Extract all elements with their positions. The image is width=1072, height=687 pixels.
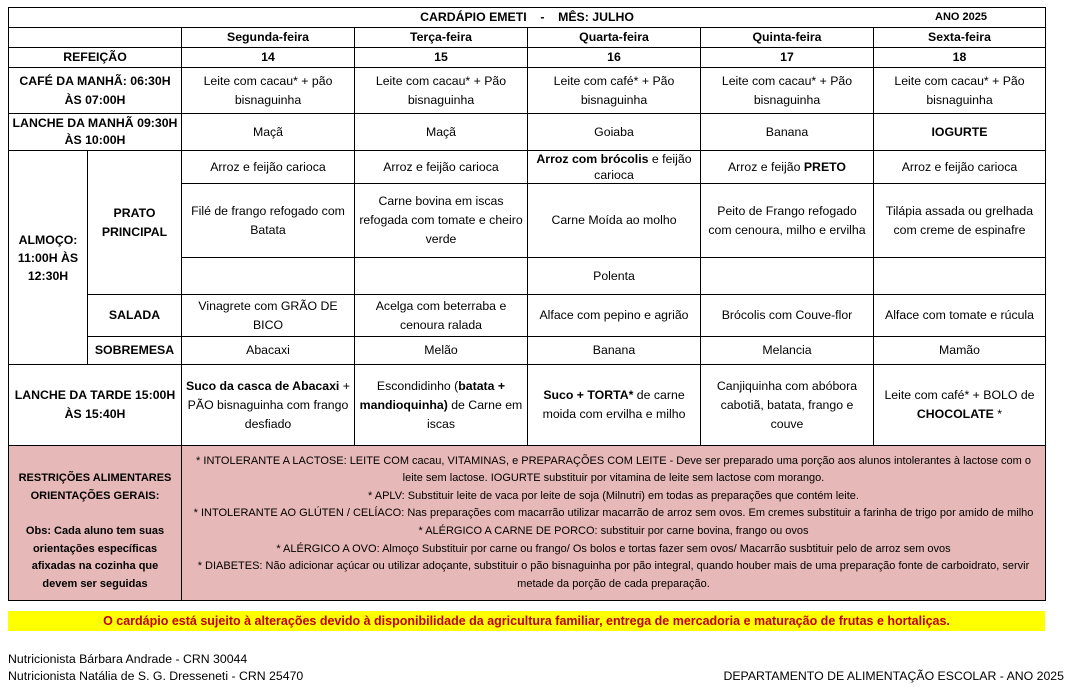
cafe-wed: Leite com café* + Pão bisnaguinha xyxy=(528,68,701,114)
lanche-tarde-mon xyxy=(182,365,355,446)
day-name-tue: Terça-feira xyxy=(355,28,528,48)
prato-base-thu-pre: Arroz e feijão xyxy=(727,159,804,174)
restriction-gluten: * INTOLERANTE AO GLÚTEN / CELÍACO: Nas preparações com macarrão utilizar macarrão de arroz sem ovos. Em cremes substituir a farinha de trigo por amido de milho xyxy=(193,507,1034,520)
salada-wed: Alface com pepino e agrião xyxy=(528,295,701,337)
prato-main-tue: Carne bovina em iscas refogada com tomate e cheiro verde xyxy=(355,184,528,258)
lanche-tarde-fri-bold: CHOCOLATE xyxy=(916,407,994,421)
lanche-tarde-mon-bold: Suco da casca de Abacaxi xyxy=(186,378,340,393)
menu-year: ANO 2025 xyxy=(935,11,987,23)
sobremesa-wed: Banana xyxy=(528,337,701,365)
lanche-manha-mon: Maçã xyxy=(182,114,355,151)
cafe-fri: Leite com cacau* + Pão bisnaguinha xyxy=(874,68,1046,114)
restriction-egg: * ALÉRGICO A OVO: Almoço Substituir por carne ou frango/ Os bolos e tortas fazer sem ovos/ Macarrão susbtituir pelo de arroz sem ovos xyxy=(276,542,951,555)
lanche-tarde-thu: Canjiquinha com abóbora cabotiã, batata, frango e couve xyxy=(701,365,874,446)
prato-main-mon: Filé de frango refogado com Batata xyxy=(182,184,355,258)
prato-base-fri: Arroz e feijão carioca xyxy=(874,151,1046,184)
label-lanche-manha: LANCHE DA MANHÃ 09:30H ÀS 10:00H xyxy=(9,114,182,151)
lanche-manha-thu: Banana xyxy=(701,114,874,151)
prato-base-wed-rest: e feijão carioca xyxy=(594,152,692,182)
restrictions-list xyxy=(182,446,1046,601)
label-lanche-tarde: LANCHE DA TARDE 15:00H ÀS 15:40H xyxy=(9,365,182,446)
title-row xyxy=(9,8,1046,28)
prato-extra-tue xyxy=(355,258,528,295)
lanche-tarde-mon-rest: + PÃO bisnaguinha com frango desfiado xyxy=(187,378,350,431)
label-salada: SALADA xyxy=(88,295,182,337)
prato-base-mon: Arroz e feijão carioca xyxy=(182,151,355,184)
lanche-tarde-tue-pre: Escondidinho ( xyxy=(376,378,459,393)
salada-mon: Vinagrete com GRÃO DE BICO xyxy=(182,295,355,337)
restriction-lactose: * INTOLERANTE A LACTOSE: LEITE COM cacau, VITAMINAS, e PREPARAÇÕES COM LEITE - Deve ser preparado uma porção aos alunos intolerantes à lactose com o leite sem lactose. IOGURTE substituir por vitamina de leite sem lactose com morango. xyxy=(196,454,1031,485)
label-cafe: CAFÉ DA MANHÃ: 06:30H ÀS 07:00H xyxy=(9,68,182,114)
day-date-tue: 15 xyxy=(355,48,528,68)
prato-base-wed-bold: Arroz com brócolis xyxy=(536,152,649,166)
lanche-tarde-tue-bold: batata + mandioquinha) xyxy=(359,378,506,412)
cafe-tue: Leite com cacau* + Pão bisnaguinha xyxy=(355,68,528,114)
salada-tue: Acelga com beterraba e cenoura ralada xyxy=(355,295,528,337)
restriction-aplv: * APLV: Substituir leite de vaca por leite de soja (Milnutri) em todas as preparações que contém leite. xyxy=(368,489,859,502)
prato-main-fri: Tilápia assada ou grelhada com creme de espinafre xyxy=(874,184,1046,258)
lanche-tarde-wed-rest: de carne moida com ervilha e milho xyxy=(542,388,686,421)
lanche-tarde-fri xyxy=(874,365,1046,446)
day-date-fri: 18 xyxy=(874,48,1046,68)
prato-base-thu xyxy=(701,151,874,184)
prato-main-thu: Peito de Frango refogado com cenoura, milho e ervilha xyxy=(701,184,874,258)
restrictions-title: RESTRIÇÕES ALIMENTARES ORIENTAÇÕES GERAIS: xyxy=(18,472,172,502)
cafe-thu: Leite com cacau* + Pão bisnaguinha xyxy=(701,68,874,114)
lanche-manha-wed: Goiaba xyxy=(528,114,701,151)
restrictions-obs: Obs: Cada aluno tem suas orientações específicas afixadas na cozinha que devem ser seguidas xyxy=(25,525,165,590)
label-prato-principal: PRATO PRINCIPAL xyxy=(88,151,182,295)
menu-title: CARDÁPIO EMETI - MÊS: JULHO xyxy=(420,10,634,24)
restriction-diabetes: * DIABETES: Não adicionar açúcar ou utilizar adoçante, substituir o pão bisnaguinha por pão integral, quando houber mais de uma preparação fonte de carboidrato, servir metade da porção de cada preparação. xyxy=(197,560,1030,590)
prato-extra-fri xyxy=(874,258,1046,295)
cafe-mon: Leite com cacau* + pão bisnaguinha xyxy=(182,68,355,114)
sobremesa-thu: Melancia xyxy=(701,337,874,365)
lanche-tarde-tue xyxy=(355,365,528,446)
prato-base-wed xyxy=(528,151,701,184)
day-name-fri: Sexta-feira xyxy=(874,28,1046,48)
menu-table xyxy=(8,7,1046,601)
lanche-manha-fri: IOGURTE xyxy=(874,114,1046,151)
day-date-mon: 14 xyxy=(182,48,355,68)
day-name-wed: Quarta-feira xyxy=(528,28,701,48)
meal-header: REFEIÇÃO xyxy=(9,48,182,68)
salada-thu: Brócolis com Couve-flor xyxy=(701,295,874,337)
availability-notice: O cardápio está sujeito à alterações devido à disponibilidade da agricultura familiar, entrega de mercadoria e maturação de frutas e hortaliças. xyxy=(8,611,1045,631)
sobremesa-tue: Melão xyxy=(355,337,528,365)
blank-cell xyxy=(9,28,182,48)
lanche-tarde-fri-rest: * xyxy=(993,407,1003,421)
prato-extra-thu xyxy=(701,258,874,295)
lanche-tarde-wed-bold: Suco + TORTA* xyxy=(543,388,634,402)
sobremesa-fri: Mamão xyxy=(874,337,1046,365)
lanche-tarde-fri-pre: Leite com café* + BOLO de xyxy=(884,388,1035,402)
sobremesa-mon: Abacaxi xyxy=(182,337,355,365)
day-date-thu: 17 xyxy=(701,48,874,68)
day-date-wed: 16 xyxy=(528,48,701,68)
restriction-pork: * ALÉRGICO A CARNE DE PORCO: substituir por carne bovina, frango ou ovos xyxy=(418,525,809,537)
prato-base-thu-bold: PRETO xyxy=(803,159,846,174)
department-footer: DEPARTAMENTO DE ALIMENTAÇÃO ESCOLAR - ANO 2025 xyxy=(723,669,1064,683)
prato-extra-wed: Polenta xyxy=(528,258,701,295)
label-sobremesa: SOBREMESA xyxy=(88,337,182,365)
nutritionist-2: Nutricionista Natália de S. G. Dresseneti - CRN 25470 xyxy=(8,669,304,683)
lanche-manha-tue: Maçã xyxy=(355,114,528,151)
prato-main-wed: Carne Moída ao molho xyxy=(528,184,701,258)
prato-base-tue: Arroz e feijão carioca xyxy=(355,151,528,184)
salada-fri: Alface com tomate e rúcula xyxy=(874,295,1046,337)
lanche-tarde-tue-rest: de Carne em iscas xyxy=(426,397,523,431)
day-name-mon: Segunda-feira xyxy=(182,28,355,48)
nutritionist-1: Nutricionista Bárbara Andrade - CRN 30044 xyxy=(8,652,248,666)
restrictions-label xyxy=(9,446,182,601)
prato-extra-mon xyxy=(182,258,355,295)
label-almoco: ALMOÇO: 11:00H ÀS 12:30H xyxy=(9,151,88,365)
day-name-thu: Quinta-feira xyxy=(701,28,874,48)
lanche-tarde-wed xyxy=(528,365,701,446)
